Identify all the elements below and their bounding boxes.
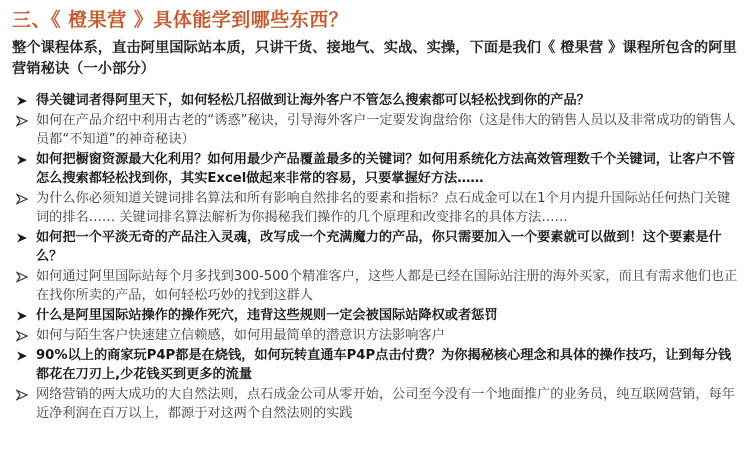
- list-item-text: 如何在产品介绍中利用古老的“诱惑”秘诀，引导海外客户一定要发询盘给你（这是伟大的销售人员以及非常成功的销售人员都“不知道”的神奇秘诀）: [36, 113, 736, 147]
- list-item: [14, 306, 740, 325]
- list-item-text: 网络营销的两大成功的大自然法则，点石成金公司从零开始，公司至今没有一个地面推广的业务员，纯互联网营销，每年近净利润在百万以上，都源于对这两个自然法则的实践: [36, 387, 735, 421]
- section-title: 三、《 橙果营 》具体能学到哪些东西？: [12, 9, 349, 31]
- arrow-bullet-icon: [16, 330, 28, 342]
- list-item: [14, 385, 740, 423]
- list-item: [14, 189, 740, 227]
- arrow-bullet-icon: [16, 193, 28, 205]
- list-item-text: 为什么你必须知道关键词排名算法和所有影响自然排名的要素和指标？点石成金可以在1个月内提升国际站任何热门关键词的排名…… 关键词排名算法解析为你揭秘我们操作的几个原理和改变排名的具体方法……: [36, 191, 731, 225]
- arrow-bullet-icon: [16, 95, 28, 107]
- list-item-text: 如何把橱窗资源最大化利用？如何用最少产品覆盖最多的关键词？如何用系统化方法高效管理数千个关键词，让客户不管怎么搜索都轻松找到你，其实Excel做起来非常的容易，只要掌握好方法……: [36, 152, 735, 186]
- list-item-text: 得关键词者得阿里天下，如何轻松几招做到让海外客户不管怎么搜索都可以轻松找到你的产品？: [36, 93, 590, 108]
- list-item: [14, 111, 740, 149]
- list-item-text: 什么是阿里国际站操作的操作死穴，违背这些规则一定会被国际站降权或者惩罚: [36, 308, 498, 323]
- list-item: [14, 326, 740, 345]
- list-item: [14, 346, 740, 384]
- feature-list: [14, 91, 740, 424]
- intro-text: 整个课程体系，直击阿里国际站本质，只讲干货、接地气、实战、实操，下面是我们《 橙果营 》课程所包含的阿里营销秘诀（一小部分）: [12, 40, 737, 77]
- list-item-text: 90%以上的商家玩P4P都是在烧钱，如何玩转直通车P4P点击付费？为你揭秘核心理念和具体的操作技巧，让到每分钱都花在刀刃上,少花钱买到更多的流量: [36, 348, 732, 382]
- list-item-text: 如何通过阿里国际站每个月多找到300-500个精准客户，这些人都是已经在国际站注册的海外买家，而且有需求他们也正在找你所卖的产品，如何轻松巧妙的找到这群人: [36, 269, 738, 303]
- arrow-bullet-icon: [16, 232, 28, 244]
- list-item-text: 如何与陌生客户快速建立信赖感，如何用最简单的潜意识方法影响客户: [36, 328, 445, 343]
- arrow-bullet-icon: [16, 271, 28, 283]
- arrow-bullet-icon: [16, 115, 28, 127]
- list-item: [14, 91, 740, 110]
- arrow-bullet-icon: [16, 310, 28, 322]
- arrow-bullet-icon: [16, 350, 28, 362]
- list-item: [14, 150, 740, 188]
- list-item: [14, 267, 740, 305]
- arrow-bullet-icon: [16, 154, 28, 166]
- list-item-text: 如何把一个平淡无奇的产品注入灵魂，改写成一个充满魔力的产品，你只需要加入一个要素就可以做到！这个要素是什么？: [36, 230, 722, 264]
- arrow-bullet-icon: [16, 389, 28, 401]
- list-item: [14, 228, 740, 266]
